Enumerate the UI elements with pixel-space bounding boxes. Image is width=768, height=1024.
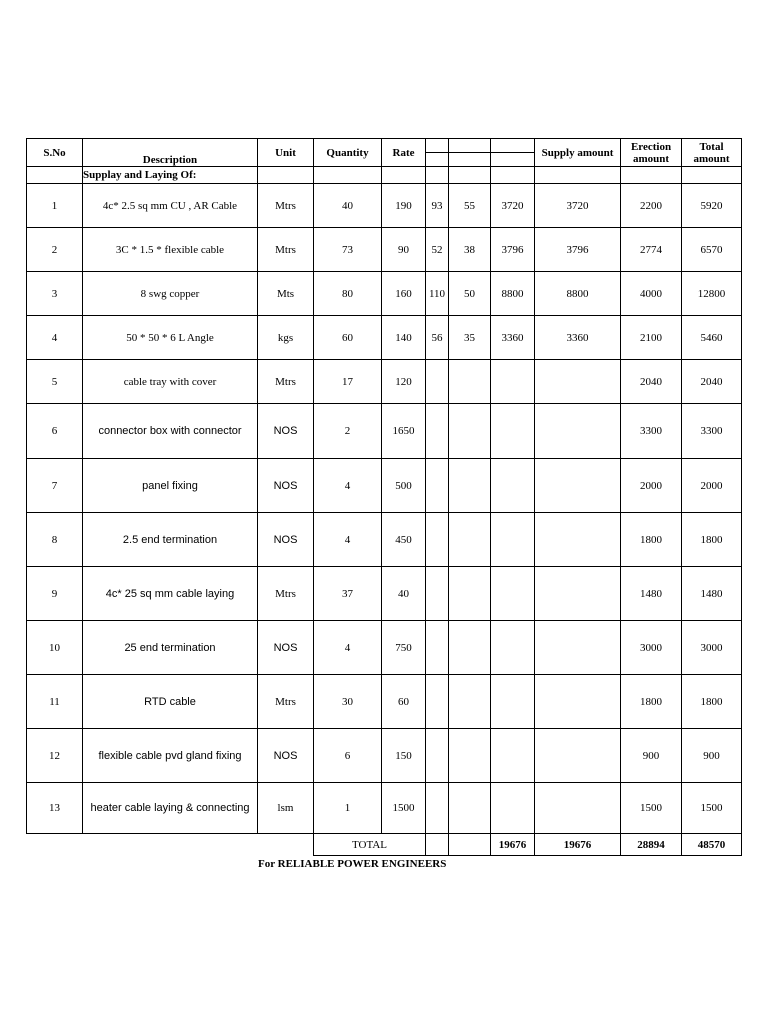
- cell-erection: 4000: [621, 272, 682, 316]
- cell-quantity: 4: [314, 459, 382, 513]
- cell-description: 8 swg copper: [83, 272, 258, 316]
- cell-c1: [426, 459, 449, 513]
- header-quantity: Quantity: [314, 139, 382, 167]
- empty-cell: [382, 167, 426, 184]
- cell-sno: 8: [27, 513, 83, 567]
- table-row: [27, 567, 742, 621]
- cell-sno: 1: [27, 184, 83, 228]
- cell-c3: [491, 513, 535, 567]
- cell-quantity: 37: [314, 567, 382, 621]
- cell-rate: 500: [382, 459, 426, 513]
- cell-sno: 10: [27, 621, 83, 675]
- cell-supply: 3796: [535, 228, 621, 272]
- cell-sno: 13: [27, 783, 83, 834]
- cell-supply: 3360: [535, 316, 621, 360]
- cell-rate: 1650: [382, 404, 426, 459]
- cell-quantity: 17: [314, 360, 382, 404]
- cell-c1: 52: [426, 228, 449, 272]
- header-total-amount: Total amount: [682, 139, 742, 167]
- cell-c1: [426, 567, 449, 621]
- cell-description: panel fixing: [83, 459, 258, 513]
- cell-quantity: 73: [314, 228, 382, 272]
- cell-erection: 2100: [621, 316, 682, 360]
- cell-c2: 38: [449, 228, 491, 272]
- table-row: [27, 228, 742, 272]
- cell-supply: [535, 459, 621, 513]
- total-blank-c2: [449, 834, 491, 856]
- quotation-sheet: [26, 138, 742, 856]
- cell-description: 2.5 end termination: [83, 513, 258, 567]
- table-row: [27, 316, 742, 360]
- cell-c2: [449, 513, 491, 567]
- cell-sno: 7: [27, 459, 83, 513]
- cell-c1: [426, 404, 449, 459]
- total-empty-3: [258, 834, 314, 856]
- cell-unit: Mtrs: [258, 184, 314, 228]
- cell-unit: NOS: [258, 729, 314, 783]
- cell-total: 900: [682, 729, 742, 783]
- table-row: [27, 675, 742, 729]
- cell-description: flexible cable pvd gland fixing: [83, 729, 258, 783]
- cell-total: 1800: [682, 513, 742, 567]
- cell-supply: [535, 513, 621, 567]
- total-erection: 28894: [621, 834, 682, 856]
- cell-total: 5460: [682, 316, 742, 360]
- cell-rate: 450: [382, 513, 426, 567]
- header-description: Description: [83, 139, 258, 167]
- cell-c3: [491, 360, 535, 404]
- cell-unit: Mts: [258, 272, 314, 316]
- cell-erection: 900: [621, 729, 682, 783]
- cell-total: 5920: [682, 184, 742, 228]
- cell-c3: 3796: [491, 228, 535, 272]
- empty-cell: [258, 167, 314, 184]
- cell-rate: 160: [382, 272, 426, 316]
- cell-total: 2040: [682, 360, 742, 404]
- cell-unit: NOS: [258, 459, 314, 513]
- cell-c2: [449, 783, 491, 834]
- cell-sno: 3: [27, 272, 83, 316]
- cell-rate: 190: [382, 184, 426, 228]
- cell-c1: [426, 621, 449, 675]
- cell-rate: 120: [382, 360, 426, 404]
- table-row: [27, 729, 742, 783]
- empty-cell: [314, 167, 382, 184]
- cell-quantity: 2: [314, 404, 382, 459]
- cell-c2: [449, 621, 491, 675]
- cell-sno: 4: [27, 316, 83, 360]
- cell-unit: kgs: [258, 316, 314, 360]
- cell-supply: [535, 360, 621, 404]
- cell-quantity: 4: [314, 621, 382, 675]
- table-row: [27, 459, 742, 513]
- cell-c3: 8800: [491, 272, 535, 316]
- subheading-blank-sno: [27, 167, 83, 184]
- cell-quantity: 60: [314, 316, 382, 360]
- cell-rate: 150: [382, 729, 426, 783]
- cell-c2: 35: [449, 316, 491, 360]
- header-blank-1: [426, 139, 449, 167]
- cell-total: 3300: [682, 404, 742, 459]
- total-c3: 19676: [491, 834, 535, 856]
- empty-cell: [682, 167, 742, 184]
- subheading-row: [27, 167, 742, 184]
- cell-unit: Mtrs: [258, 675, 314, 729]
- quotation-table: [26, 138, 742, 856]
- cell-sno: 6: [27, 404, 83, 459]
- table-row: [27, 621, 742, 675]
- table-row: [27, 783, 742, 834]
- empty-cell: [535, 167, 621, 184]
- cell-quantity: 1: [314, 783, 382, 834]
- cell-sno: 12: [27, 729, 83, 783]
- cell-erection: 2200: [621, 184, 682, 228]
- cell-rate: 40: [382, 567, 426, 621]
- cell-supply: [535, 567, 621, 621]
- cell-total: 1480: [682, 567, 742, 621]
- cell-erection: 2000: [621, 459, 682, 513]
- table-row: [27, 404, 742, 459]
- cell-supply: 8800: [535, 272, 621, 316]
- cell-quantity: 30: [314, 675, 382, 729]
- cell-supply: 3720: [535, 184, 621, 228]
- cell-description: RTD cable: [83, 675, 258, 729]
- header-blank-2: [449, 139, 491, 167]
- table-row: [27, 272, 742, 316]
- cell-description: 3C * 1.5 * flexible cable: [83, 228, 258, 272]
- cell-c2: [449, 404, 491, 459]
- cell-quantity: 40: [314, 184, 382, 228]
- cell-c2: 55: [449, 184, 491, 228]
- total-amount: 48570: [682, 834, 742, 856]
- cell-total: 3000: [682, 621, 742, 675]
- cell-c3: [491, 459, 535, 513]
- cell-c1: [426, 513, 449, 567]
- cell-supply: [535, 404, 621, 459]
- header-unit: Unit: [258, 139, 314, 167]
- empty-cell: [491, 167, 535, 184]
- cell-quantity: 80: [314, 272, 382, 316]
- empty-cell: [426, 167, 449, 184]
- cell-description: 50 * 50 * 6 L Angle: [83, 316, 258, 360]
- cell-erection: 3300: [621, 404, 682, 459]
- cell-total: 1500: [682, 783, 742, 834]
- cell-erection: 1800: [621, 675, 682, 729]
- cell-erection: 2040: [621, 360, 682, 404]
- cell-supply: [535, 675, 621, 729]
- company-footer: For RELIABLE POWER ENGINEERS: [258, 858, 447, 870]
- cell-description: connector box with connector: [83, 404, 258, 459]
- cell-rate: 750: [382, 621, 426, 675]
- total-label: TOTAL: [314, 834, 426, 856]
- cell-quantity: 6: [314, 729, 382, 783]
- cell-c1: 110: [426, 272, 449, 316]
- cell-description: heater cable laying & connecting: [83, 783, 258, 834]
- cell-description: 4c* 25 sq mm cable laying: [83, 567, 258, 621]
- cell-c1: [426, 783, 449, 834]
- cell-c1: 93: [426, 184, 449, 228]
- table-row: [27, 184, 742, 228]
- cell-unit: Mtrs: [258, 360, 314, 404]
- cell-supply: [535, 783, 621, 834]
- cell-unit: NOS: [258, 404, 314, 459]
- cell-c1: [426, 360, 449, 404]
- cell-erection: 1480: [621, 567, 682, 621]
- cell-total: 1800: [682, 675, 742, 729]
- cell-c3: [491, 783, 535, 834]
- cell-c2: [449, 729, 491, 783]
- cell-quantity: 4: [314, 513, 382, 567]
- total-blank-c1: [426, 834, 449, 856]
- cell-c2: [449, 675, 491, 729]
- cell-c1: [426, 729, 449, 783]
- cell-c2: 50: [449, 272, 491, 316]
- cell-c2: [449, 567, 491, 621]
- subheading-label: Supplay and Laying Of:: [83, 167, 258, 184]
- header-erection-amount: Erection amount: [621, 139, 682, 167]
- total-empty-1: [27, 834, 83, 856]
- empty-cell: [621, 167, 682, 184]
- cell-c3: [491, 621, 535, 675]
- table-row: [27, 513, 742, 567]
- cell-unit: Mtrs: [258, 228, 314, 272]
- empty-cell: [449, 167, 491, 184]
- cell-rate: 140: [382, 316, 426, 360]
- header-row: [27, 139, 742, 167]
- cell-c3: [491, 675, 535, 729]
- cell-c2: [449, 360, 491, 404]
- cell-sno: 11: [27, 675, 83, 729]
- cell-description: cable tray with cover: [83, 360, 258, 404]
- cell-c1: [426, 675, 449, 729]
- cell-unit: Mtrs: [258, 567, 314, 621]
- cell-supply: [535, 621, 621, 675]
- cell-erection: 3000: [621, 621, 682, 675]
- cell-erection: 2774: [621, 228, 682, 272]
- cell-total: 6570: [682, 228, 742, 272]
- cell-c2: [449, 459, 491, 513]
- cell-unit: NOS: [258, 513, 314, 567]
- header-sno: S.No: [27, 139, 83, 167]
- cell-erection: 1800: [621, 513, 682, 567]
- cell-supply: [535, 729, 621, 783]
- cell-c3: 3360: [491, 316, 535, 360]
- header-rate: Rate: [382, 139, 426, 167]
- cell-rate: 1500: [382, 783, 426, 834]
- cell-rate: 90: [382, 228, 426, 272]
- table-row: [27, 360, 742, 404]
- cell-erection: 1500: [621, 783, 682, 834]
- cell-sno: 2: [27, 228, 83, 272]
- cell-description: 4c* 2.5 sq mm CU , AR Cable: [83, 184, 258, 228]
- cell-sno: 9: [27, 567, 83, 621]
- cell-c3: 3720: [491, 184, 535, 228]
- cell-c3: [491, 729, 535, 783]
- cell-unit: lsm: [258, 783, 314, 834]
- cell-rate: 60: [382, 675, 426, 729]
- cell-c3: [491, 404, 535, 459]
- cell-description: 25 end termination: [83, 621, 258, 675]
- header-supply-amount: Supply amount: [535, 139, 621, 167]
- cell-c3: [491, 567, 535, 621]
- total-row: [27, 834, 742, 856]
- header-blank-3: [491, 139, 535, 167]
- total-supply: 19676: [535, 834, 621, 856]
- total-empty-2: [83, 834, 258, 856]
- cell-c1: 56: [426, 316, 449, 360]
- cell-unit: NOS: [258, 621, 314, 675]
- cell-total: 2000: [682, 459, 742, 513]
- cell-total: 12800: [682, 272, 742, 316]
- cell-sno: 5: [27, 360, 83, 404]
